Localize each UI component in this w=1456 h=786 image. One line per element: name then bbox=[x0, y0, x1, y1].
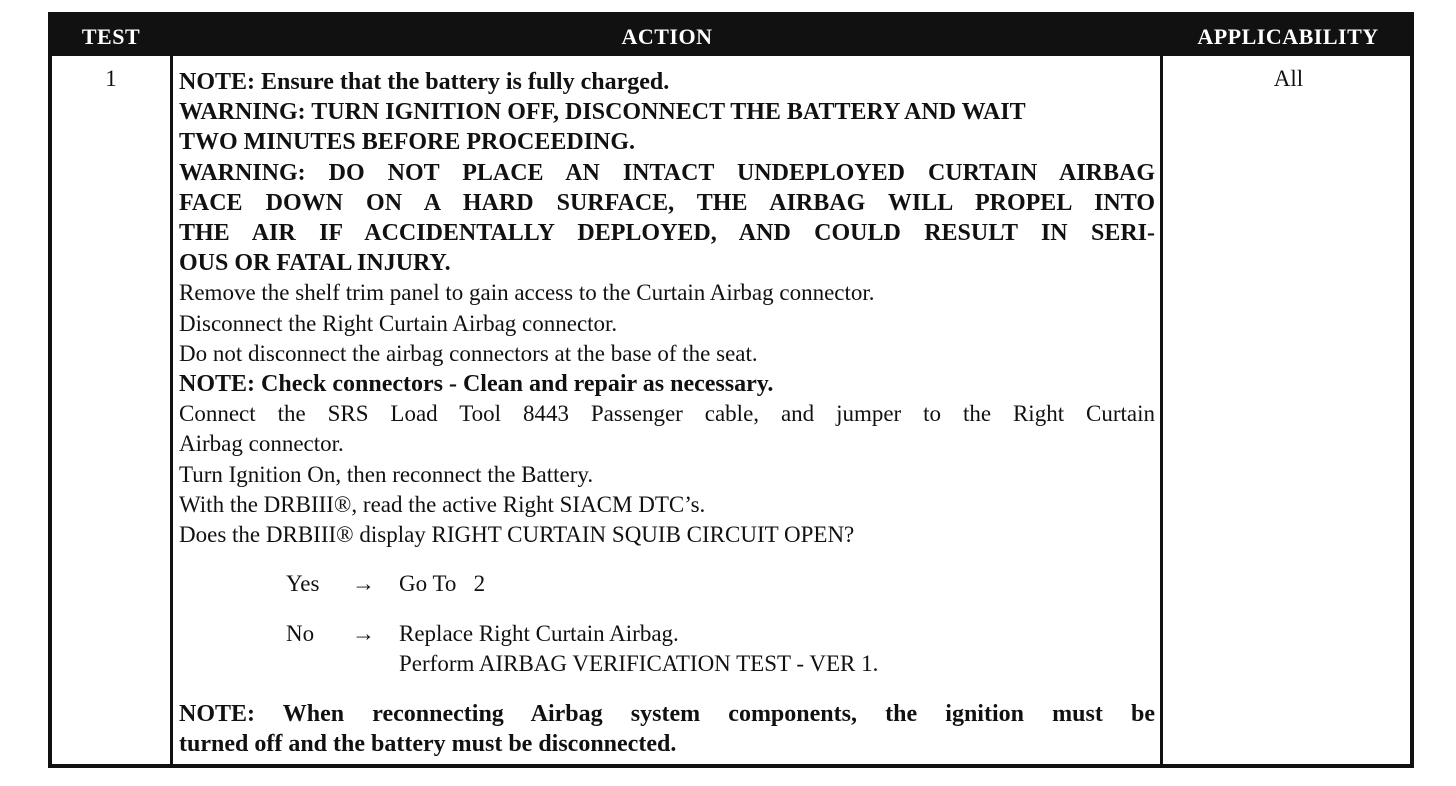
answer-action: Replace Right Curtain Airbag. bbox=[399, 621, 679, 647]
step-connect-load-tool-line-2: Airbag connector. bbox=[179, 431, 344, 457]
diagnostic-test-table bbox=[48, 12, 1414, 768]
answer-yes bbox=[286, 569, 1155, 599]
warning-airbag-line-2: FACE DOWN ON A HARD SURFACE, THE AIRBAG WILL PROPEL INTO bbox=[179, 189, 1155, 216]
header-applicability: APPLICABILITY bbox=[1197, 24, 1379, 49]
step-do-not-disconnect: Do not disconnect the airbag connectors at the base of the seat. bbox=[179, 340, 758, 366]
arrow-right-icon: → bbox=[352, 571, 375, 597]
column-divider bbox=[1160, 56, 1163, 764]
warning-ignition-line-1: WARNING: TURN IGNITION OFF, DISCONNECT THE BATTERY AND WAIT bbox=[179, 99, 1026, 126]
answer-label: Yes bbox=[286, 571, 320, 597]
header-test: TEST bbox=[81, 24, 141, 49]
final-note bbox=[179, 699, 1155, 759]
action-cell bbox=[179, 67, 1155, 760]
answer-action: Go To 2 bbox=[399, 571, 486, 597]
question: Does the DRBIII® display RIGHT CURTAIN SQUIB CIRCUIT OPEN? bbox=[179, 522, 855, 548]
answer-list bbox=[286, 569, 1155, 679]
answer-no bbox=[286, 619, 1155, 679]
answer-label: No bbox=[286, 621, 315, 647]
step-ignition-on: Turn Ignition On, then reconnect the Battery. bbox=[179, 461, 594, 487]
answer-action-line-2: Perform AIRBAG VERIFICATION TEST - VER 1. bbox=[399, 651, 879, 677]
header-action: ACTION bbox=[621, 24, 713, 49]
warning-ignition-line-2: TWO MINUTES BEFORE PROCEEDING. bbox=[179, 129, 636, 156]
applicability-value: All bbox=[1273, 66, 1304, 91]
note-battery: NOTE: Ensure that the battery is fully charged. bbox=[179, 69, 670, 95]
column-divider bbox=[170, 56, 173, 764]
step-disconnect-connector: Disconnect the Right Curtain Airbag connector. bbox=[179, 310, 618, 336]
warning-airbag-line-3: THE AIR IF ACCIDENTALLY DEPLOYED, AND COULD RESULT IN SERI- bbox=[179, 220, 1155, 247]
final-note-line-1: NOTE: When reconnecting Airbag system components, the ignition must be bbox=[179, 701, 1155, 728]
warning-airbag-line-4: OUS OR FATAL INJURY. bbox=[179, 250, 451, 277]
note-check-connectors: NOTE: Check connectors - Clean and repair as necessary. bbox=[179, 371, 774, 398]
test-number: 1 bbox=[105, 66, 117, 91]
step-connect-load-tool-line-1: Connect the SRS Load Tool 8443 Passenger cable, and jumper to the Right Curtain bbox=[179, 401, 1155, 427]
arrow-right-icon: → bbox=[352, 621, 375, 647]
warning-airbag-line-1: WARNING: DO NOT PLACE AN INTACT UNDEPLOYED CURTAIN AIRBAG bbox=[179, 159, 1155, 186]
table-header-row bbox=[52, 16, 1410, 56]
step-remove-panel: Remove the shelf trim panel to gain access to the Curtain Airbag connector. bbox=[179, 280, 875, 306]
final-note-line-2: turned off and the battery must be disconnected. bbox=[179, 731, 677, 758]
step-read-dtc: With the DRBIII®, read the active Right SIACM DTC’s. bbox=[179, 491, 706, 517]
